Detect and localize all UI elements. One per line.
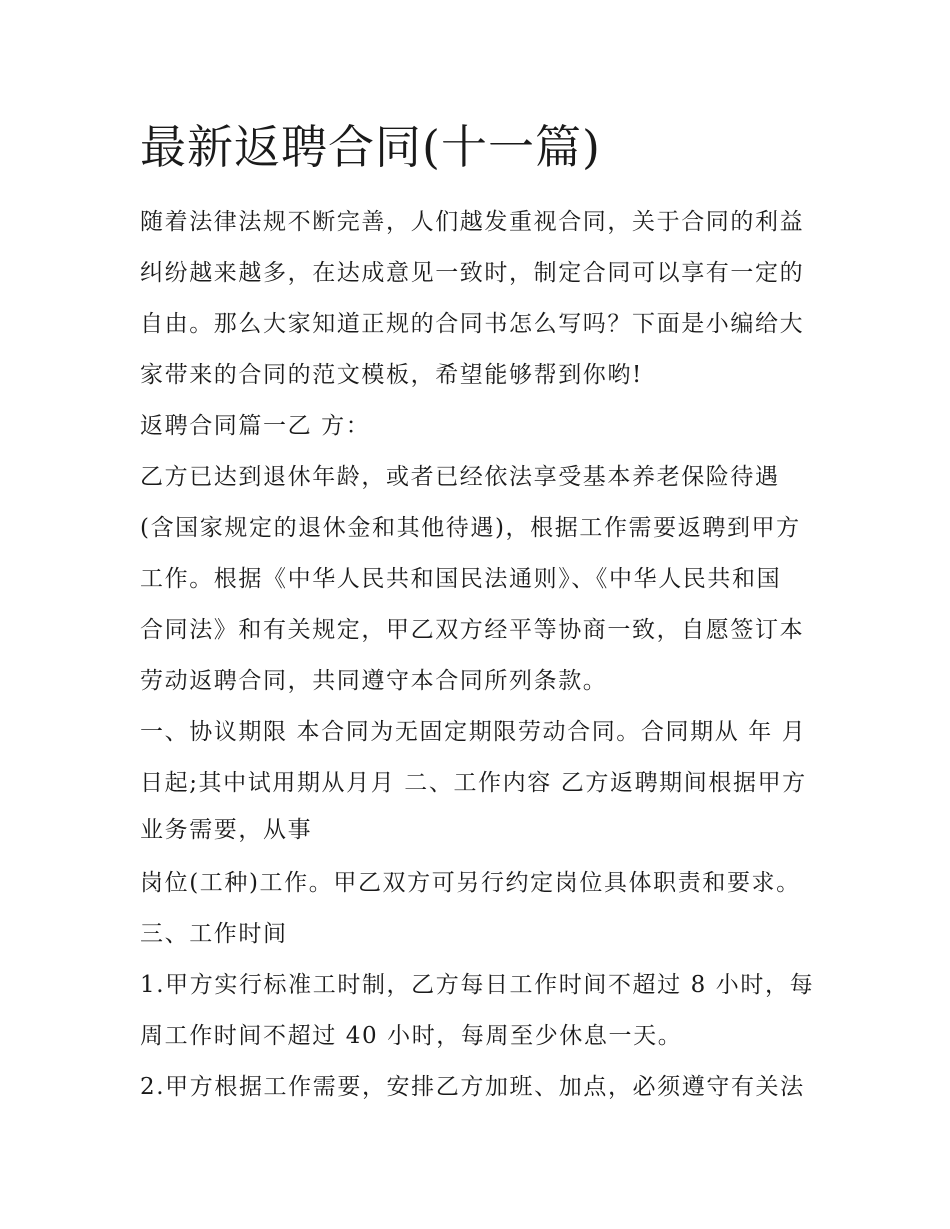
paragraph-line: 劳动返聘合同，共同遵守本合同所列条款。 <box>140 668 608 694</box>
paragraph-line: 随着法律法规不断完善，人们越发重视合同，关于合同的利益 <box>140 209 805 235</box>
paragraph-line: 合同法》和有关规定，甲乙双方经平等协商一致，自愿签订本 <box>140 617 805 643</box>
paragraph-line: 家带来的合同的范文模板，希望能够帮到你哟! <box>140 362 643 388</box>
paragraph-line: 2.甲方根据工作需要，安排乙方加班、加点，必须遵守有关法 <box>140 1074 805 1100</box>
paragraph-line: 业务需要，从事 <box>140 817 313 843</box>
paragraph-line: 乙方已达到退休年龄，或者已经依法享受基本养老保险待遇 <box>140 464 780 490</box>
paragraph-line: 工作。根据《中华人民共和国民法通则》、《中华人民共和国 <box>140 566 782 592</box>
section-heading: 返聘合同篇一乙 方： <box>140 413 371 439</box>
paragraph-line: 日起;其中试用期从月月 二、工作内容 乙方返聘期间根据甲方 <box>140 770 807 796</box>
section-heading: 三、工作时间 <box>140 921 288 947</box>
paragraph-line: 自由。那么大家知道正规的合同书怎么写吗？下面是小编给大 <box>140 311 805 337</box>
paragraph-line: 1.甲方实行标准工时制，乙方每日工作时间不超过 8 小时，每 <box>140 972 815 998</box>
paragraph-line: 纠纷越来越多，在达成意见一致时，制定合同可以享有一定的 <box>140 260 805 286</box>
paragraph-line: 周工作时间不超过 40 小时，每周至少休息一天。 <box>140 1023 683 1049</box>
document-title: 最新返聘合同(十一篇) <box>140 120 601 174</box>
paragraph-line: 一、协议期限 本合同为无固定期限劳动合同。合同期从 年 月 <box>140 719 807 745</box>
paragraph-line: 岗位(工种)工作。甲乙双方可另行约定岗位具体职责和要求。 <box>140 870 801 896</box>
paragraph-line: (含国家规定的退休金和其他待遇)，根据工作需要返聘到甲方 <box>140 515 801 541</box>
